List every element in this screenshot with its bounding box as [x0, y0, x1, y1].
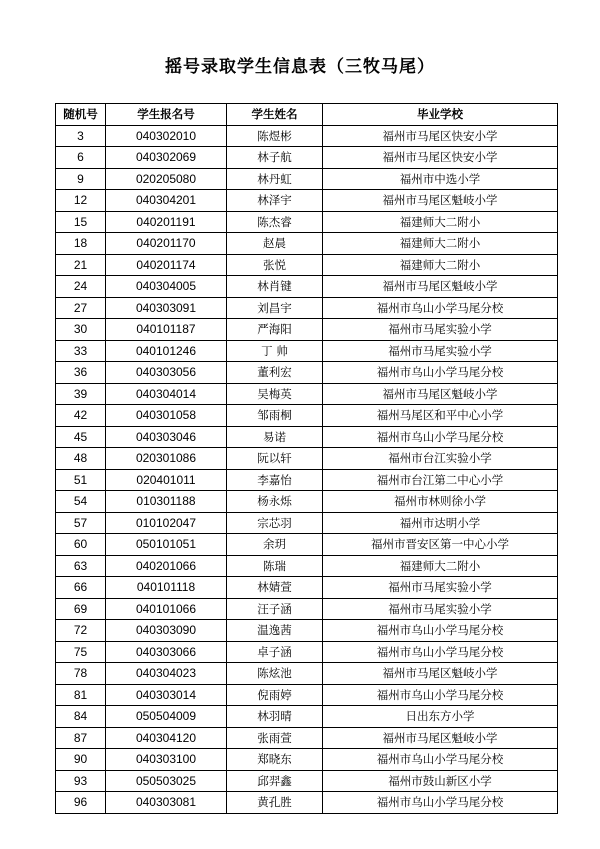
- random-number-cell: 90: [56, 749, 106, 771]
- school-cell: 福州市马尾区魁岐小学: [323, 276, 558, 298]
- table-row: [56, 770, 558, 792]
- school-cell: 福州市马尾区魁岐小学: [323, 383, 558, 405]
- student-name-cell: 汪子涵: [227, 598, 323, 620]
- registration-number-cell: 040101066: [106, 598, 227, 620]
- school-cell: 福州市达明小学: [323, 512, 558, 534]
- random-number-cell: 30: [56, 319, 106, 341]
- random-number-cell: 45: [56, 426, 106, 448]
- school-cell: 福州市马尾区魁岐小学: [323, 663, 558, 685]
- random-number-cell: 75: [56, 641, 106, 663]
- registration-number-cell: 040304120: [106, 727, 227, 749]
- registration-number-cell: 050504009: [106, 706, 227, 728]
- random-number-cell: 39: [56, 383, 106, 405]
- student-name-cell: 张雨萱: [227, 727, 323, 749]
- student-name-cell: 董利宏: [227, 362, 323, 384]
- random-number-cell: 72: [56, 620, 106, 642]
- school-cell: 福州市乌山小学马尾分校: [323, 297, 558, 319]
- student-name-cell: 阮以轩: [227, 448, 323, 470]
- student-name-cell: 林泽宇: [227, 190, 323, 212]
- student-name-cell: 陈煜彬: [227, 125, 323, 147]
- table-row: [56, 297, 558, 319]
- table-row: [56, 405, 558, 427]
- table-row: [56, 491, 558, 513]
- student-name-cell: 邹雨桐: [227, 405, 323, 427]
- random-number-cell: 54: [56, 491, 106, 513]
- student-name-cell: 吴梅英: [227, 383, 323, 405]
- random-number-cell: 57: [56, 512, 106, 534]
- student-name-cell: 陈瑞: [227, 555, 323, 577]
- student-table: [55, 103, 558, 814]
- school-cell: 福州马尾区和平中心小学: [323, 405, 558, 427]
- column-header-graduating-school: 毕业学校: [323, 104, 558, 126]
- registration-number-cell: 040303046: [106, 426, 227, 448]
- school-cell: 福州市马尾区魁岐小学: [323, 190, 558, 212]
- table-row: [56, 168, 558, 190]
- school-cell: 日出东方小学: [323, 706, 558, 728]
- table-row: [56, 147, 558, 169]
- registration-number-cell: 040303014: [106, 684, 227, 706]
- table-row: [56, 534, 558, 556]
- student-name-cell: 李嘉怡: [227, 469, 323, 491]
- student-name-cell: 宗芯羽: [227, 512, 323, 534]
- registration-number-cell: 010301188: [106, 491, 227, 513]
- table-row: [56, 598, 558, 620]
- random-number-cell: 27: [56, 297, 106, 319]
- random-number-cell: 15: [56, 211, 106, 233]
- school-cell: 福建师大二附小: [323, 555, 558, 577]
- column-header-random-number: 随机号: [56, 104, 106, 126]
- registration-number-cell: 040304005: [106, 276, 227, 298]
- registration-number-cell: 040302069: [106, 147, 227, 169]
- registration-number-cell: 040201191: [106, 211, 227, 233]
- student-name-cell: 严海阳: [227, 319, 323, 341]
- random-number-cell: 9: [56, 168, 106, 190]
- registration-number-cell: 040201174: [106, 254, 227, 276]
- registration-number-cell: 040304014: [106, 383, 227, 405]
- school-cell: 福州市马尾实验小学: [323, 319, 558, 341]
- random-number-cell: 93: [56, 770, 106, 792]
- random-number-cell: 21: [56, 254, 106, 276]
- random-number-cell: 18: [56, 233, 106, 255]
- random-number-cell: 81: [56, 684, 106, 706]
- student-name-cell: 倪雨婷: [227, 684, 323, 706]
- table-row: [56, 620, 558, 642]
- random-number-cell: 60: [56, 534, 106, 556]
- student-name-cell: 林肖键: [227, 276, 323, 298]
- registration-number-cell: 050101051: [106, 534, 227, 556]
- student-name-cell: 卓子涵: [227, 641, 323, 663]
- school-cell: 福建师大二附小: [323, 233, 558, 255]
- table-row: [56, 684, 558, 706]
- table-row: [56, 749, 558, 771]
- school-cell: 福州市中选小学: [323, 168, 558, 190]
- student-name-cell: 张悦: [227, 254, 323, 276]
- random-number-cell: 96: [56, 792, 106, 814]
- random-number-cell: 48: [56, 448, 106, 470]
- registration-number-cell: 040303090: [106, 620, 227, 642]
- school-cell: 福建师大二附小: [323, 211, 558, 233]
- student-name-cell: 林丹虹: [227, 168, 323, 190]
- school-cell: 福州市林则徐小学: [323, 491, 558, 513]
- table-row: [56, 383, 558, 405]
- student-name-cell: 易诺: [227, 426, 323, 448]
- table-row: [56, 276, 558, 298]
- school-cell: 福州市马尾区快安小学: [323, 147, 558, 169]
- school-cell: 福州市鼓山新区小学: [323, 770, 558, 792]
- registration-number-cell: 040303100: [106, 749, 227, 771]
- school-cell: 福州市乌山小学马尾分校: [323, 362, 558, 384]
- registration-number-cell: 040303056: [106, 362, 227, 384]
- student-name-cell: 郑晓东: [227, 749, 323, 771]
- registration-number-cell: 040303066: [106, 641, 227, 663]
- table-row: [56, 663, 558, 685]
- registration-number-cell: 040101187: [106, 319, 227, 341]
- student-name-cell: 温逸茜: [227, 620, 323, 642]
- random-number-cell: 51: [56, 469, 106, 491]
- school-cell: 福建师大二附小: [323, 254, 558, 276]
- table-row: [56, 706, 558, 728]
- registration-number-cell: 040304023: [106, 663, 227, 685]
- table-header-row: [56, 104, 558, 126]
- random-number-cell: 12: [56, 190, 106, 212]
- random-number-cell: 6: [56, 147, 106, 169]
- registration-number-cell: 040201066: [106, 555, 227, 577]
- random-number-cell: 63: [56, 555, 106, 577]
- school-cell: 福州市乌山小学马尾分校: [323, 641, 558, 663]
- school-cell: 福州市乌山小学马尾分校: [323, 684, 558, 706]
- random-number-cell: 87: [56, 727, 106, 749]
- column-header-student-name: 学生姓名: [227, 104, 323, 126]
- registration-number-cell: 040302010: [106, 125, 227, 147]
- student-name-cell: 刘昌宇: [227, 297, 323, 319]
- table-row: [56, 340, 558, 362]
- registration-number-cell: 040304201: [106, 190, 227, 212]
- column-header-registration-number: 学生报名号: [106, 104, 227, 126]
- random-number-cell: 24: [56, 276, 106, 298]
- school-cell: 福州市马尾实验小学: [323, 598, 558, 620]
- school-cell: 福州市马尾区快安小学: [323, 125, 558, 147]
- school-cell: 福州市乌山小学马尾分校: [323, 749, 558, 771]
- student-name-cell: 赵晨: [227, 233, 323, 255]
- random-number-cell: 42: [56, 405, 106, 427]
- table-row: [56, 233, 558, 255]
- table-row: [56, 469, 558, 491]
- school-cell: 福州市晋安区第一中心小学: [323, 534, 558, 556]
- student-name-cell: 林羽晴: [227, 706, 323, 728]
- school-cell: 福州市台江第二中心小学: [323, 469, 558, 491]
- student-name-cell: 黄孔胜: [227, 792, 323, 814]
- table-row: [56, 727, 558, 749]
- table-row: [56, 254, 558, 276]
- random-number-cell: 3: [56, 125, 106, 147]
- registration-number-cell: 040303081: [106, 792, 227, 814]
- school-cell: 福州市乌山小学马尾分校: [323, 426, 558, 448]
- registration-number-cell: 040101246: [106, 340, 227, 362]
- school-cell: 福州市马尾实验小学: [323, 577, 558, 599]
- random-number-cell: 36: [56, 362, 106, 384]
- table-row: [56, 319, 558, 341]
- school-cell: 福州市乌山小学马尾分校: [323, 620, 558, 642]
- student-name-cell: 丁 帅: [227, 340, 323, 362]
- random-number-cell: 84: [56, 706, 106, 728]
- table-row: [56, 792, 558, 814]
- student-name-cell: 陈杰睿: [227, 211, 323, 233]
- random-number-cell: 78: [56, 663, 106, 685]
- school-cell: 福州市乌山小学马尾分校: [323, 792, 558, 814]
- registration-number-cell: 020301086: [106, 448, 227, 470]
- student-name-cell: 陈炫池: [227, 663, 323, 685]
- table-row: [56, 125, 558, 147]
- table-row: [56, 641, 558, 663]
- table-row: [56, 426, 558, 448]
- table-row: [56, 448, 558, 470]
- random-number-cell: 69: [56, 598, 106, 620]
- registration-number-cell: 040101118: [106, 577, 227, 599]
- table-row: [56, 190, 558, 212]
- registration-number-cell: 040303091: [106, 297, 227, 319]
- table-row: [56, 362, 558, 384]
- table-row: [56, 577, 558, 599]
- table-row: [56, 555, 558, 577]
- school-cell: 福州市台江实验小学: [323, 448, 558, 470]
- registration-number-cell: 050503025: [106, 770, 227, 792]
- student-name-cell: 林婧萱: [227, 577, 323, 599]
- school-cell: 福州市马尾区魁岐小学: [323, 727, 558, 749]
- random-number-cell: 33: [56, 340, 106, 362]
- random-number-cell: 66: [56, 577, 106, 599]
- student-name-cell: 林子航: [227, 147, 323, 169]
- table-row: [56, 512, 558, 534]
- registration-number-cell: 020401011: [106, 469, 227, 491]
- table-row: [56, 211, 558, 233]
- registration-number-cell: 040201170: [106, 233, 227, 255]
- student-name-cell: 余玥: [227, 534, 323, 556]
- school-cell: 福州市马尾实验小学: [323, 340, 558, 362]
- student-name-cell: 杨永烁: [227, 491, 323, 513]
- page-title: 摇号录取学生信息表（三牧马尾）: [165, 57, 435, 77]
- table-body: [56, 125, 558, 813]
- registration-number-cell: 020205080: [106, 168, 227, 190]
- student-name-cell: 邱羿鑫: [227, 770, 323, 792]
- registration-number-cell: 010102047: [106, 512, 227, 534]
- registration-number-cell: 040301058: [106, 405, 227, 427]
